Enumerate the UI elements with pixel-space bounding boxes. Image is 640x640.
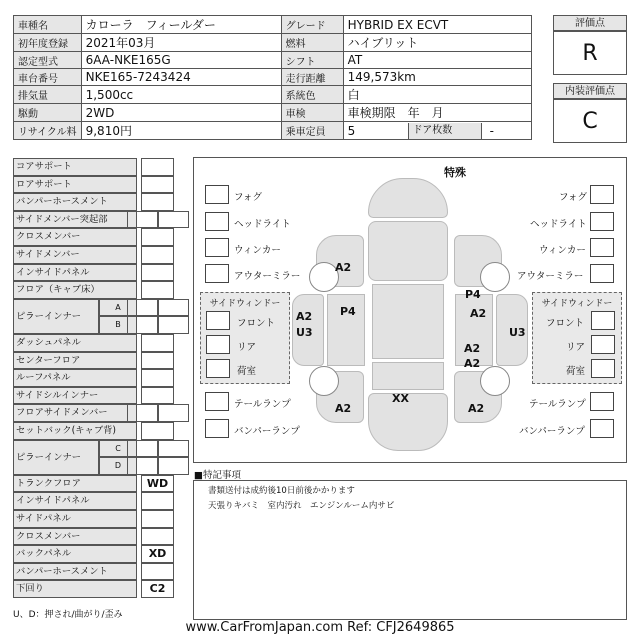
interior-score-value: C — [553, 99, 627, 143]
vehicle-info-table — [13, 15, 532, 140]
parts-cell — [141, 281, 174, 299]
parts-label: トランクフロア — [13, 475, 137, 493]
parts-label: ダッシュパネル — [13, 334, 137, 352]
parts-row — [13, 510, 189, 528]
parts-row — [13, 387, 189, 405]
parts-row — [13, 369, 189, 387]
tail-lamp-right-checkbox[interactable] — [590, 392, 614, 411]
side-cargo-left-checkbox[interactable] — [206, 359, 230, 378]
mirror-right-checkbox[interactable] — [590, 264, 614, 283]
parts-cell-left — [127, 211, 158, 229]
bumper-lamp-left-label: バンパーランプ — [234, 426, 300, 437]
label-grade: グレード — [281, 16, 343, 34]
fog-right-label: フォグ — [559, 192, 588, 203]
parts-cell-right — [158, 316, 189, 334]
parts-cell — [141, 510, 174, 528]
parts-label: コアサポート — [13, 158, 137, 176]
parts-row — [13, 316, 189, 334]
parts-label: バンパーホースメント — [13, 193, 137, 211]
value-displacement: 1,500cc — [81, 86, 281, 104]
parts-cell-left — [127, 457, 158, 475]
score-value: R — [553, 31, 627, 75]
side-window-right-panel — [532, 292, 622, 384]
parts-row — [13, 246, 189, 264]
parts-row — [13, 158, 189, 176]
side-front-right-checkbox[interactable] — [591, 311, 615, 330]
parts-label: クロスメンバー — [13, 528, 137, 546]
side-rear-right-checkbox[interactable] — [591, 335, 615, 354]
parts-label: センターフロア — [13, 352, 137, 370]
info-row — [14, 34, 532, 52]
value-first-reg: 2021年03月 — [81, 34, 281, 52]
info-row — [14, 86, 532, 104]
code-right-rear-a2b: A2 — [464, 357, 481, 370]
parts-label: フロアサイドメンバー — [13, 404, 137, 422]
side-window-right-title: サイドウィンドー — [541, 299, 613, 309]
side-cargo-right-label: 荷室 — [566, 366, 586, 377]
parts-cell — [141, 176, 174, 194]
side-front-right-label: フロント — [546, 318, 585, 329]
value-shift: AT — [343, 52, 531, 69]
parts-row — [13, 563, 189, 581]
label-recycle: リサイクル料 — [14, 122, 82, 140]
pillar-sub-label: D — [99, 457, 137, 475]
parts-cell — [141, 387, 174, 405]
parts-row — [13, 299, 189, 322]
parts-row — [13, 492, 189, 510]
parts-row — [13, 475, 189, 493]
score-header: 評価点 — [553, 15, 627, 31]
mirror-left-label: アウターミラー — [234, 271, 301, 282]
parts-cell — [141, 369, 174, 387]
parts-label: ピラーインナー — [13, 440, 99, 475]
parts-legend: U、D：押され/曲がり/歪み — [13, 610, 123, 620]
code-p4-left: P4 — [340, 305, 356, 318]
parts-cell — [141, 492, 174, 510]
parts-cell — [141, 528, 174, 546]
code-left-front-door-a2: A2 — [296, 310, 313, 323]
value-color: 白 — [343, 86, 531, 104]
value-mileage: 149,573km — [343, 69, 531, 86]
parts-row — [13, 422, 189, 440]
tail-lamp-right-label: テールランプ — [529, 399, 586, 410]
label-displacement: 排気量 — [14, 86, 82, 104]
label-model: 車種名 — [14, 16, 82, 34]
value-chassis: NKE165-7243424 — [81, 69, 281, 86]
value-capacity: 5 — [347, 123, 356, 138]
parts-cell — [141, 264, 174, 282]
winker-right-label: ウィンカー — [539, 245, 586, 256]
parts-cell-right — [158, 457, 189, 475]
parts-cell — [141, 563, 174, 581]
mirror-left-checkbox[interactable] — [205, 264, 229, 283]
footer-ref: www.CarFromJapan.com Ref: CFJ2649865 — [185, 620, 455, 635]
tail-lamp-left-label: テールランプ — [234, 399, 291, 410]
parts-cell-left — [127, 316, 158, 334]
parts-cell — [141, 352, 174, 370]
winker-left-checkbox[interactable] — [205, 238, 229, 257]
parts-row — [13, 440, 189, 463]
value-inspection: 車検期限 年 月 — [343, 104, 531, 122]
code-left-u3: U3 — [296, 326, 313, 339]
value-fuel: ハイブリット — [343, 34, 531, 52]
parts-row — [13, 176, 189, 194]
label-first-reg: 初年度登録 — [14, 34, 82, 52]
car-windshield — [368, 221, 448, 281]
parts-row — [13, 334, 189, 352]
label-inspection: 車検 — [281, 104, 343, 122]
code-trunk: XX — [392, 392, 409, 405]
parts-cell-right — [158, 440, 189, 458]
parts-label: サイドパネル — [13, 510, 137, 528]
label-mileage: 走行距離 — [281, 69, 343, 86]
label-shift: シフト — [281, 52, 343, 69]
value-grade: HYBRID EX ECVT — [343, 16, 531, 34]
winker-right-checkbox[interactable] — [590, 238, 614, 257]
wheel-front-right — [480, 262, 510, 292]
code-right-u3: U3 — [509, 326, 526, 339]
parts-row — [13, 580, 189, 598]
notes-line-2: 天張りキバミ 室内汚れ エンジンルーム内サビ — [208, 501, 395, 511]
parts-cell-left — [127, 440, 158, 458]
wheel-rear-left — [309, 366, 339, 396]
notes-box — [193, 480, 627, 620]
pillar-sub-label: A — [99, 299, 137, 317]
parts-label: バンパーホースメント — [13, 563, 137, 581]
parts-cell: C2 — [141, 580, 174, 598]
tail-lamp-left-checkbox[interactable] — [205, 392, 229, 411]
label-color: 系統色 — [281, 86, 343, 104]
mirror-right-label: アウターミラー — [517, 271, 584, 282]
side-rear-left-label: リア — [237, 342, 257, 353]
pillar-sub-label: C — [99, 440, 137, 458]
notes-title: ■特記事項 — [194, 470, 241, 481]
parts-cell-right — [158, 211, 189, 229]
fog-left-checkbox[interactable] — [205, 185, 229, 204]
label-capacity: 乗車定員 — [281, 122, 343, 140]
value-drive: 2WD — [81, 104, 281, 122]
label-chassis: 車台番号 — [14, 69, 82, 86]
parts-row — [13, 211, 189, 229]
info-row — [14, 104, 532, 122]
parts-cell — [141, 334, 174, 352]
bumper-lamp-left-checkbox[interactable] — [205, 419, 229, 438]
bumper-lamp-right-label: バンパーランプ — [519, 426, 585, 437]
parts-cell-right — [158, 404, 189, 422]
headlight-left-label: ヘッドライト — [234, 219, 291, 230]
value-recycle: 9,810円 — [81, 122, 281, 140]
side-front-left-checkbox[interactable] — [206, 311, 230, 330]
headlight-right-label: ヘッドライト — [530, 219, 587, 230]
side-window-left-panel — [200, 292, 290, 384]
parts-row — [13, 457, 189, 475]
code-right-rear-a2a: A2 — [464, 342, 481, 355]
interior-score-header: 内装評価点 — [553, 83, 627, 99]
winker-left-label: ウィンカー — [234, 245, 281, 256]
label-type: 認定型式 — [14, 52, 82, 69]
side-rear-right-label: リア — [566, 342, 586, 353]
label-drive: 駆動 — [14, 104, 82, 122]
parts-row — [13, 352, 189, 370]
code-rear-left: A2 — [335, 402, 352, 415]
info-row — [14, 16, 532, 34]
code-rear-right: A2 — [468, 402, 485, 415]
fog-right-checkbox[interactable] — [590, 185, 614, 204]
parts-label: ルーフパネル — [13, 369, 137, 387]
parts-cell — [141, 422, 174, 440]
parts-label: サイドメンバー突起部 — [13, 211, 137, 229]
value-type: 6AA-NKE165G — [81, 52, 281, 69]
side-window-left-title: サイドウィンドー — [209, 299, 281, 309]
bumper-lamp-right-checkbox[interactable] — [590, 419, 614, 438]
label-fuel: 燃料 — [281, 34, 343, 52]
parts-row — [13, 228, 189, 246]
special-title: 特殊 — [444, 166, 466, 179]
parts-label: クロスメンバー — [13, 228, 137, 246]
parts-label: サイドメンバー — [13, 246, 137, 264]
capacity-door-cell — [343, 122, 531, 140]
parts-cell-right — [158, 299, 189, 317]
label-doors: ドア枚数 — [408, 123, 482, 139]
code-p4-right: P4 — [465, 288, 481, 301]
car-roof — [372, 284, 444, 359]
info-row — [14, 122, 532, 140]
pillar-sub-label: B — [99, 316, 137, 334]
notes-line-1: 書類送付は成約後10日前後かかります — [208, 486, 355, 496]
parts-label: フロア（キャブ床） — [13, 281, 137, 299]
parts-row — [13, 281, 189, 299]
car-rear-glass — [372, 362, 444, 390]
parts-cell — [141, 193, 174, 211]
value-doors: - — [489, 123, 494, 138]
parts-row — [13, 528, 189, 546]
parts-row — [13, 264, 189, 282]
parts-label: バックパネル — [13, 545, 137, 563]
car-diagram — [193, 157, 627, 463]
parts-cell — [141, 158, 174, 176]
parts-cell — [141, 246, 174, 264]
car-hood — [368, 178, 448, 218]
parts-row — [13, 545, 189, 563]
info-row — [14, 69, 532, 86]
parts-label: ロアサポート — [13, 176, 137, 194]
parts-label: インサイドパネル — [13, 264, 137, 282]
info-row — [14, 52, 532, 69]
fog-left-label: フォグ — [234, 192, 263, 203]
code-right-front-door-a2: A2 — [470, 307, 487, 320]
parts-cell-left — [127, 299, 158, 317]
parts-row — [13, 404, 189, 422]
value-model: カローラ フィールダー — [81, 16, 281, 34]
parts-label: セットバック(キャブ背) — [13, 422, 137, 440]
parts-label: 下回り — [13, 580, 137, 598]
headlight-right-checkbox[interactable] — [590, 212, 614, 231]
side-front-left-label: フロント — [237, 318, 276, 329]
side-cargo-left-label: 荷室 — [237, 366, 257, 377]
side-rear-left-checkbox[interactable] — [206, 335, 230, 354]
side-cargo-right-checkbox[interactable] — [591, 359, 615, 378]
right-front-door — [455, 294, 493, 366]
headlight-left-checkbox[interactable] — [205, 212, 229, 231]
parts-label: インサイドパネル — [13, 492, 137, 510]
parts-row — [13, 193, 189, 211]
parts-cell — [141, 228, 174, 246]
parts-label: サイドシルインナー — [13, 387, 137, 405]
wheel-rear-right — [480, 366, 510, 396]
parts-cell: WD — [141, 475, 174, 493]
code-front-left: A2 — [335, 261, 352, 274]
parts-cell-left — [127, 404, 158, 422]
parts-cell: XD — [141, 545, 174, 563]
parts-label: ピラーインナー — [13, 299, 99, 334]
